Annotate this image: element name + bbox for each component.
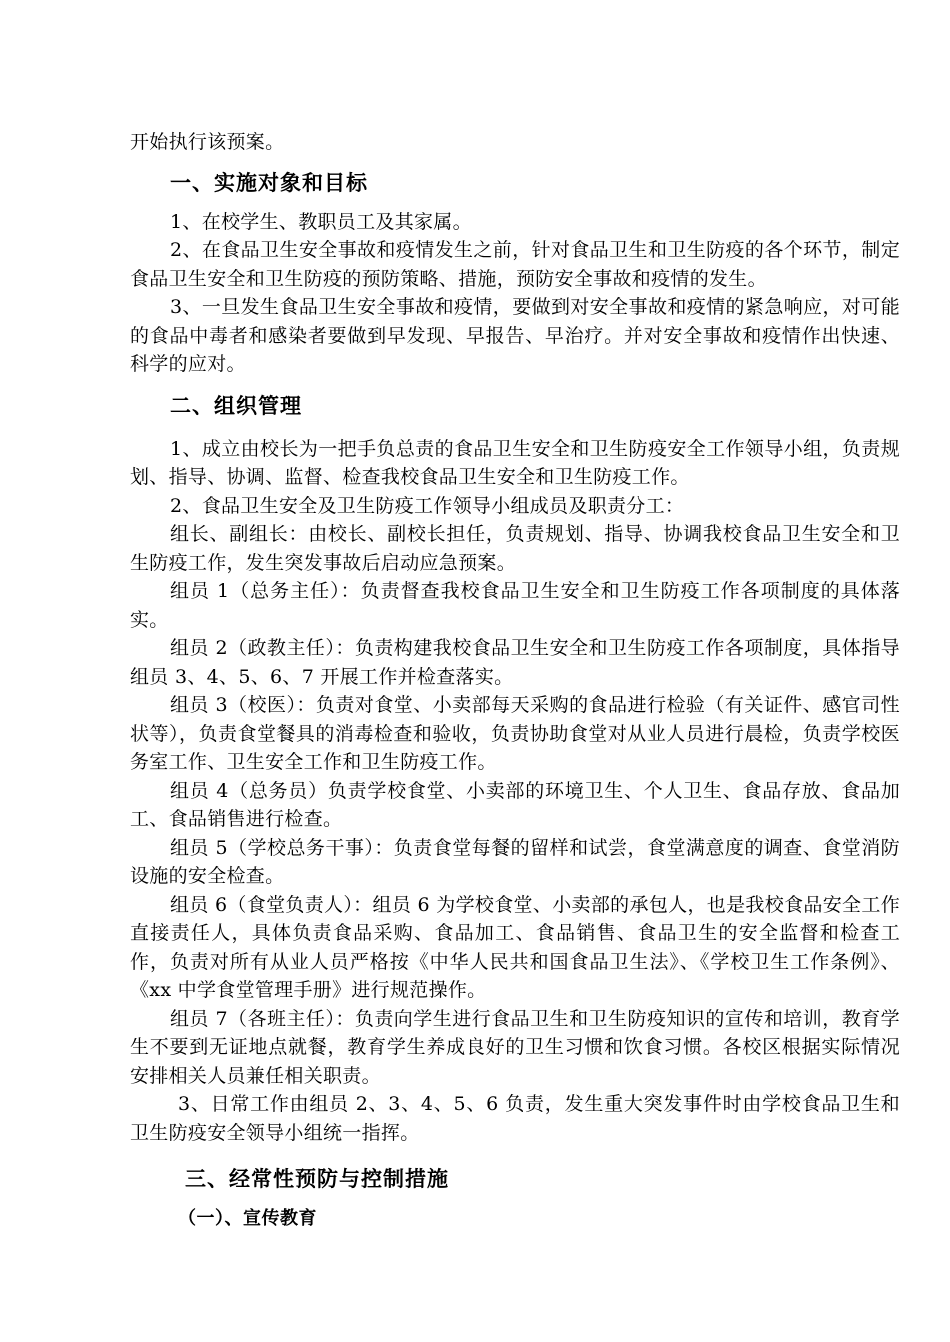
section3-heading: 三、经常性预防与控制措施 — [185, 1167, 449, 1191]
section1-item-3: 3、一旦发生食品卫生安全事故和疫情，要做到对安全事故和疫情的紧急响应，对可能的食品中毒者和感染者要做到早发现、早报告、早治疗。并对安全事故和疫情作出快速、科学的应对。 — [130, 296, 900, 375]
section2-member-7: 组员 7（各班主任）：负责向学生进行食品卫生和卫生防疫知识的宣传和培训，教育学生不要到无证地点就餐，教育学生养成良好的卫生习惯和饮食习惯。各校区根据实际情况安排相关人员兼任相关职责。 — [130, 1007, 900, 1087]
section2-heading: 二、组织管理 — [170, 393, 302, 418]
section2-member-4: 组员 4（总务员）负责学校食堂、小卖部的环境卫生、个人卫生、食品存放、食品加工、食品销售进行检查。 — [130, 779, 900, 830]
section3-subheading: （一）、宣传教育 — [178, 1208, 317, 1229]
section2-member-2: 组员 2（政教主任）：负责构建我校食品卫生安全和卫生防疫工作各项制度，具体指导组员 3、4、5、6、7 开展工作并检查落实。 — [130, 637, 900, 688]
section1-heading: 一、实施对象和目标 — [170, 170, 368, 195]
section2-member-1: 组员 1（总务主任）：负责督查我校食品卫生安全和卫生防疫工作各项制度的具体落实。 — [130, 580, 900, 631]
section1-item-1: 1、在校学生、教职员工及其家属。 — [170, 210, 472, 233]
section2-member-3: 组员 3（校医）：负责对食堂、小卖部每天采购的食品进行检验（有关证件、感官司性状等），负责食堂餐具的消毒检查和验收，负责协助食堂对从业人员进行晨检，负责学校医务室工作、卫生安全工作和卫生防疫工作。 — [130, 694, 900, 773]
intro-text: 开始执行该预案。 — [130, 131, 285, 153]
section2-item-2: 2、食品卫生安全及卫生防疫工作领导小组成员及职责分工： — [170, 494, 685, 517]
section2-member-5: 组员 5（学校总务干事）：负责食堂每餐的留样和试尝，食堂满意度的调查、食堂消防设施的安全检查。 — [130, 836, 900, 887]
section2-member-6: 组员 6（食堂负责人）：组员 6 为学校食堂、小卖部的承包人，也是我校食品安全工作直接责任人，具体负责食品采购、食品加工、食品销售、食品卫生的安全监督和检查工作，负责对所有从业人员严格按《中华人民共和国食品卫生法》、《学校卫生工作条例》、《xx 中学食堂管理手册》进行规范操作。 — [130, 893, 900, 1001]
section2-item-1: 1、成立由校长为一把手负总责的食品卫生安全和卫生防疫安全工作领导小组，负责规划、指导、协调、监督、检查我校食品卫生安全和卫生防疫工作。 — [130, 437, 900, 488]
section1-item-2: 2、在食品卫生安全事故和疫情发生之前，针对食品卫生和卫生防疫的各个环节，制定食品卫生安全和卫生防疫的预防策略、措施，预防安全事故和疫情的发生。 — [130, 239, 900, 290]
document-page — [130, 128, 900, 1233]
section2-leader: 组长、副组长：由校长、副校长担任，负责规划、指导、协调我校食品卫生安全和卫生防疫工作，发生突发事故后启动应急预案。 — [130, 523, 900, 574]
section2-item-3: 3、日常工作由组员 2、3、4、5、6 负责，发生重大突发事件时由学校食品卫生和卫生防疫安全领导小组统一指挥。 — [130, 1093, 900, 1144]
